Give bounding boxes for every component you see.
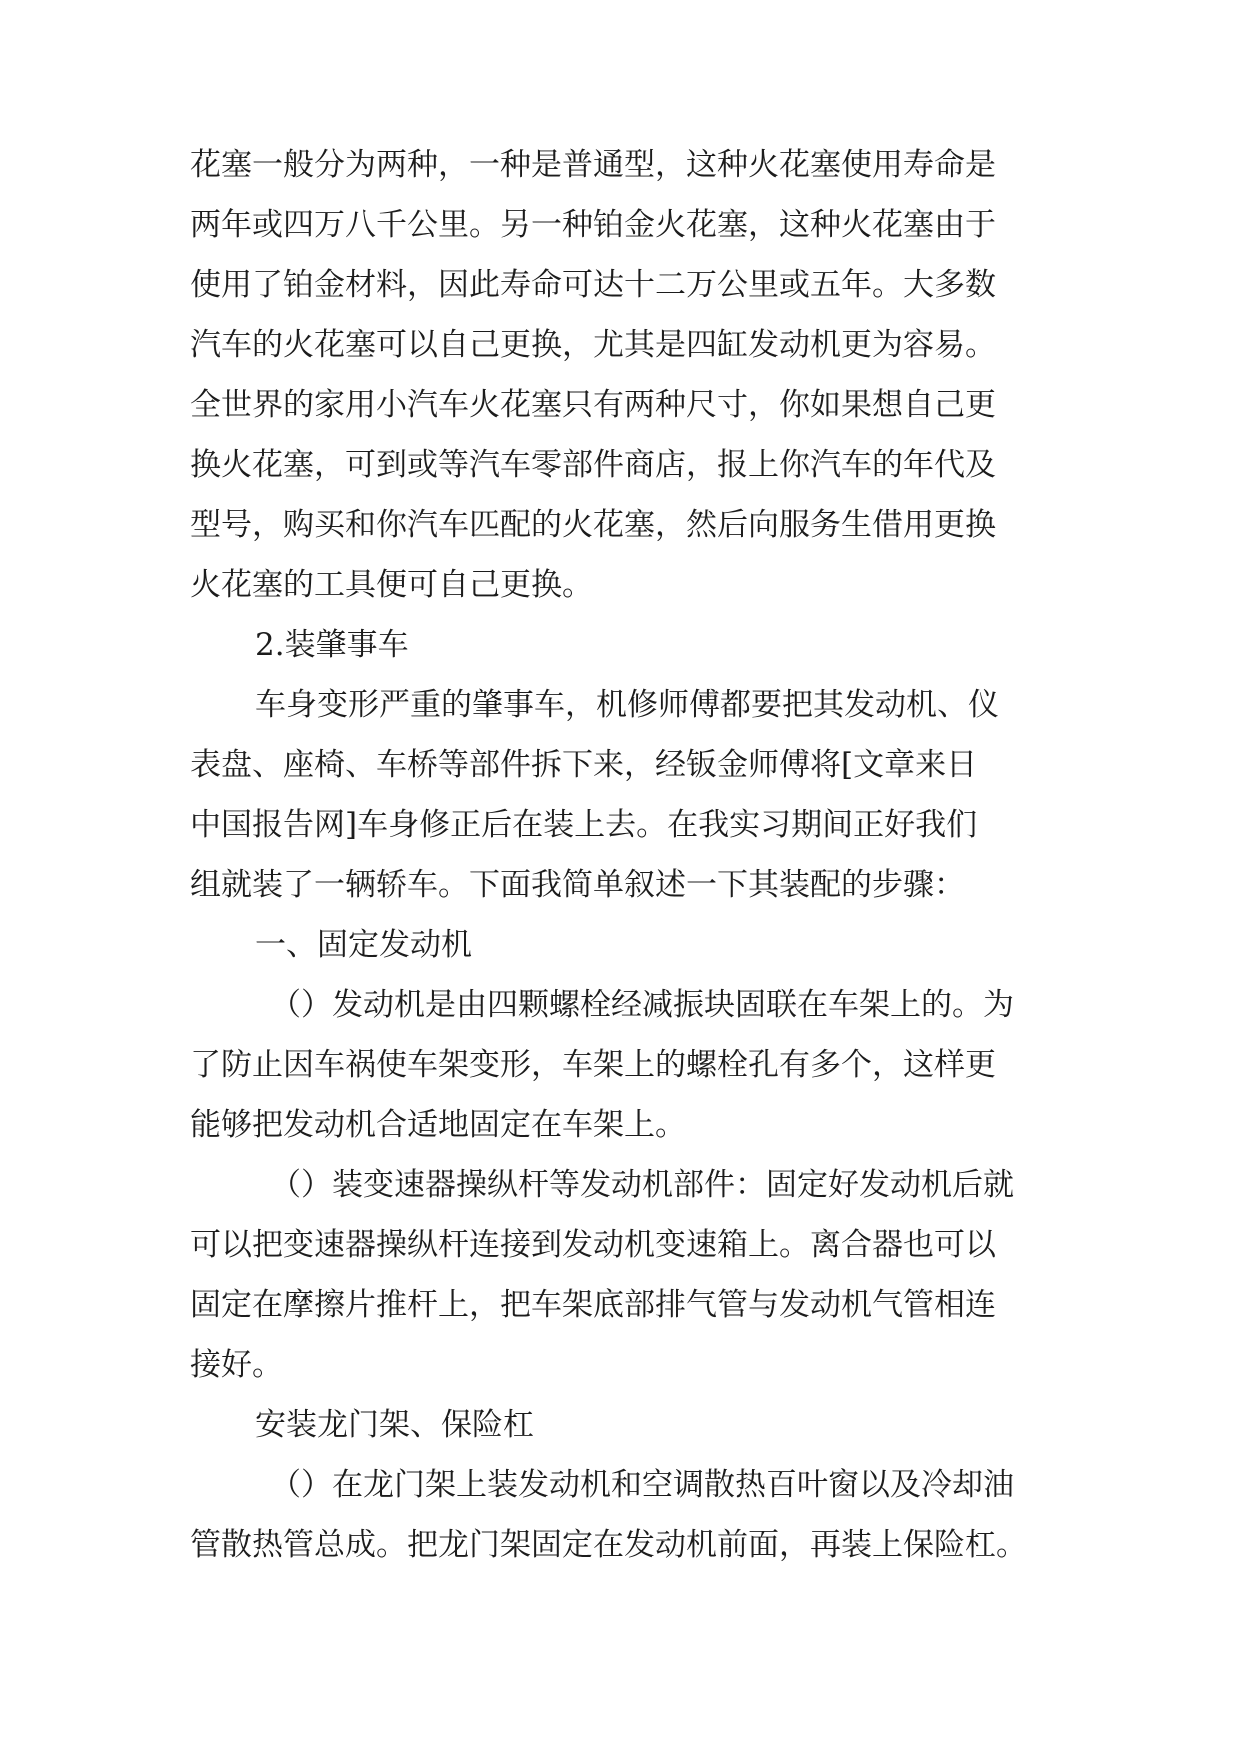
paragraph-line: 了防止因车祸使车架变形，车架上的螺栓孔有多个，这样更 <box>190 1047 996 1083</box>
paragraph-line: 全世界的家用小汽车火花塞只有两种尺寸，你如果想自己更 <box>190 387 996 423</box>
paragraph-line: 管散热管总成。把龙门架固定在发动机前面，再装上保险杠。 <box>190 1527 1027 1563</box>
paragraph-line: 表盘、座椅、车桥等部件拆下来，经钣金师傅将[文章来日 <box>190 747 978 783</box>
paragraph-line: 使用了铂金材料，因此寿命可达十二万公里或五年。大多数 <box>190 267 996 303</box>
paragraph-line: 组就装了一辆轿车。下面我简单叙述一下其装配的步骤： <box>190 867 965 903</box>
paragraph-line: 型号，购买和你汽车匹配的火花塞，然后向服务生借用更换 <box>190 507 996 543</box>
paragraph-line: 可以把变速器操纵杆连接到发动机变速箱上。离合器也可以 <box>190 1227 996 1263</box>
paragraph-line: 接好。 <box>190 1347 283 1383</box>
paragraph-line: 两年或四万八千公里。另一种铂金火花塞，这种火花塞由于 <box>190 207 996 243</box>
paragraph-line: 能够把发动机合适地固定在车架上。 <box>190 1107 686 1143</box>
paragraph-line: （）发动机是由四颗螺栓经减振块固联在车架上的。为 <box>270 987 1014 1023</box>
section-heading: 安装龙门架、保险杠 <box>255 1407 534 1443</box>
paragraph-line: 汽车的火花塞可以自己更换，尤其是四缸发动机更为容易。 <box>190 327 996 363</box>
paragraph-line: 车身变形严重的肇事车，机修师傅都要把其发动机、仪 <box>255 687 999 723</box>
section-heading: 2.装肇事车 <box>255 627 409 663</box>
section-heading: 一、固定发动机 <box>255 927 472 963</box>
paragraph-line: 固定在摩擦片推杆上，把车架底部排气管与发动机气管相连 <box>190 1287 996 1323</box>
paragraph-line: 花塞一般分为两种，一种是普通型，这种火花塞使用寿命是 <box>190 147 996 183</box>
paragraph-line: （）在龙门架上装发动机和空调散热百叶窗以及冷却油 <box>270 1467 1014 1503</box>
paragraph-line: （）装变速器操纵杆等发动机部件：固定好发动机后就 <box>270 1167 1014 1203</box>
paragraph-line: 换火花塞，可到或等汽车零部件商店，报上你汽车的年代及 <box>190 447 996 483</box>
paragraph-line: 火花塞的工具便可自己更换。 <box>190 567 593 603</box>
paragraph-line: 中国报告网]车身修正后在装上去。在我实习期间正好我们 <box>190 807 978 843</box>
